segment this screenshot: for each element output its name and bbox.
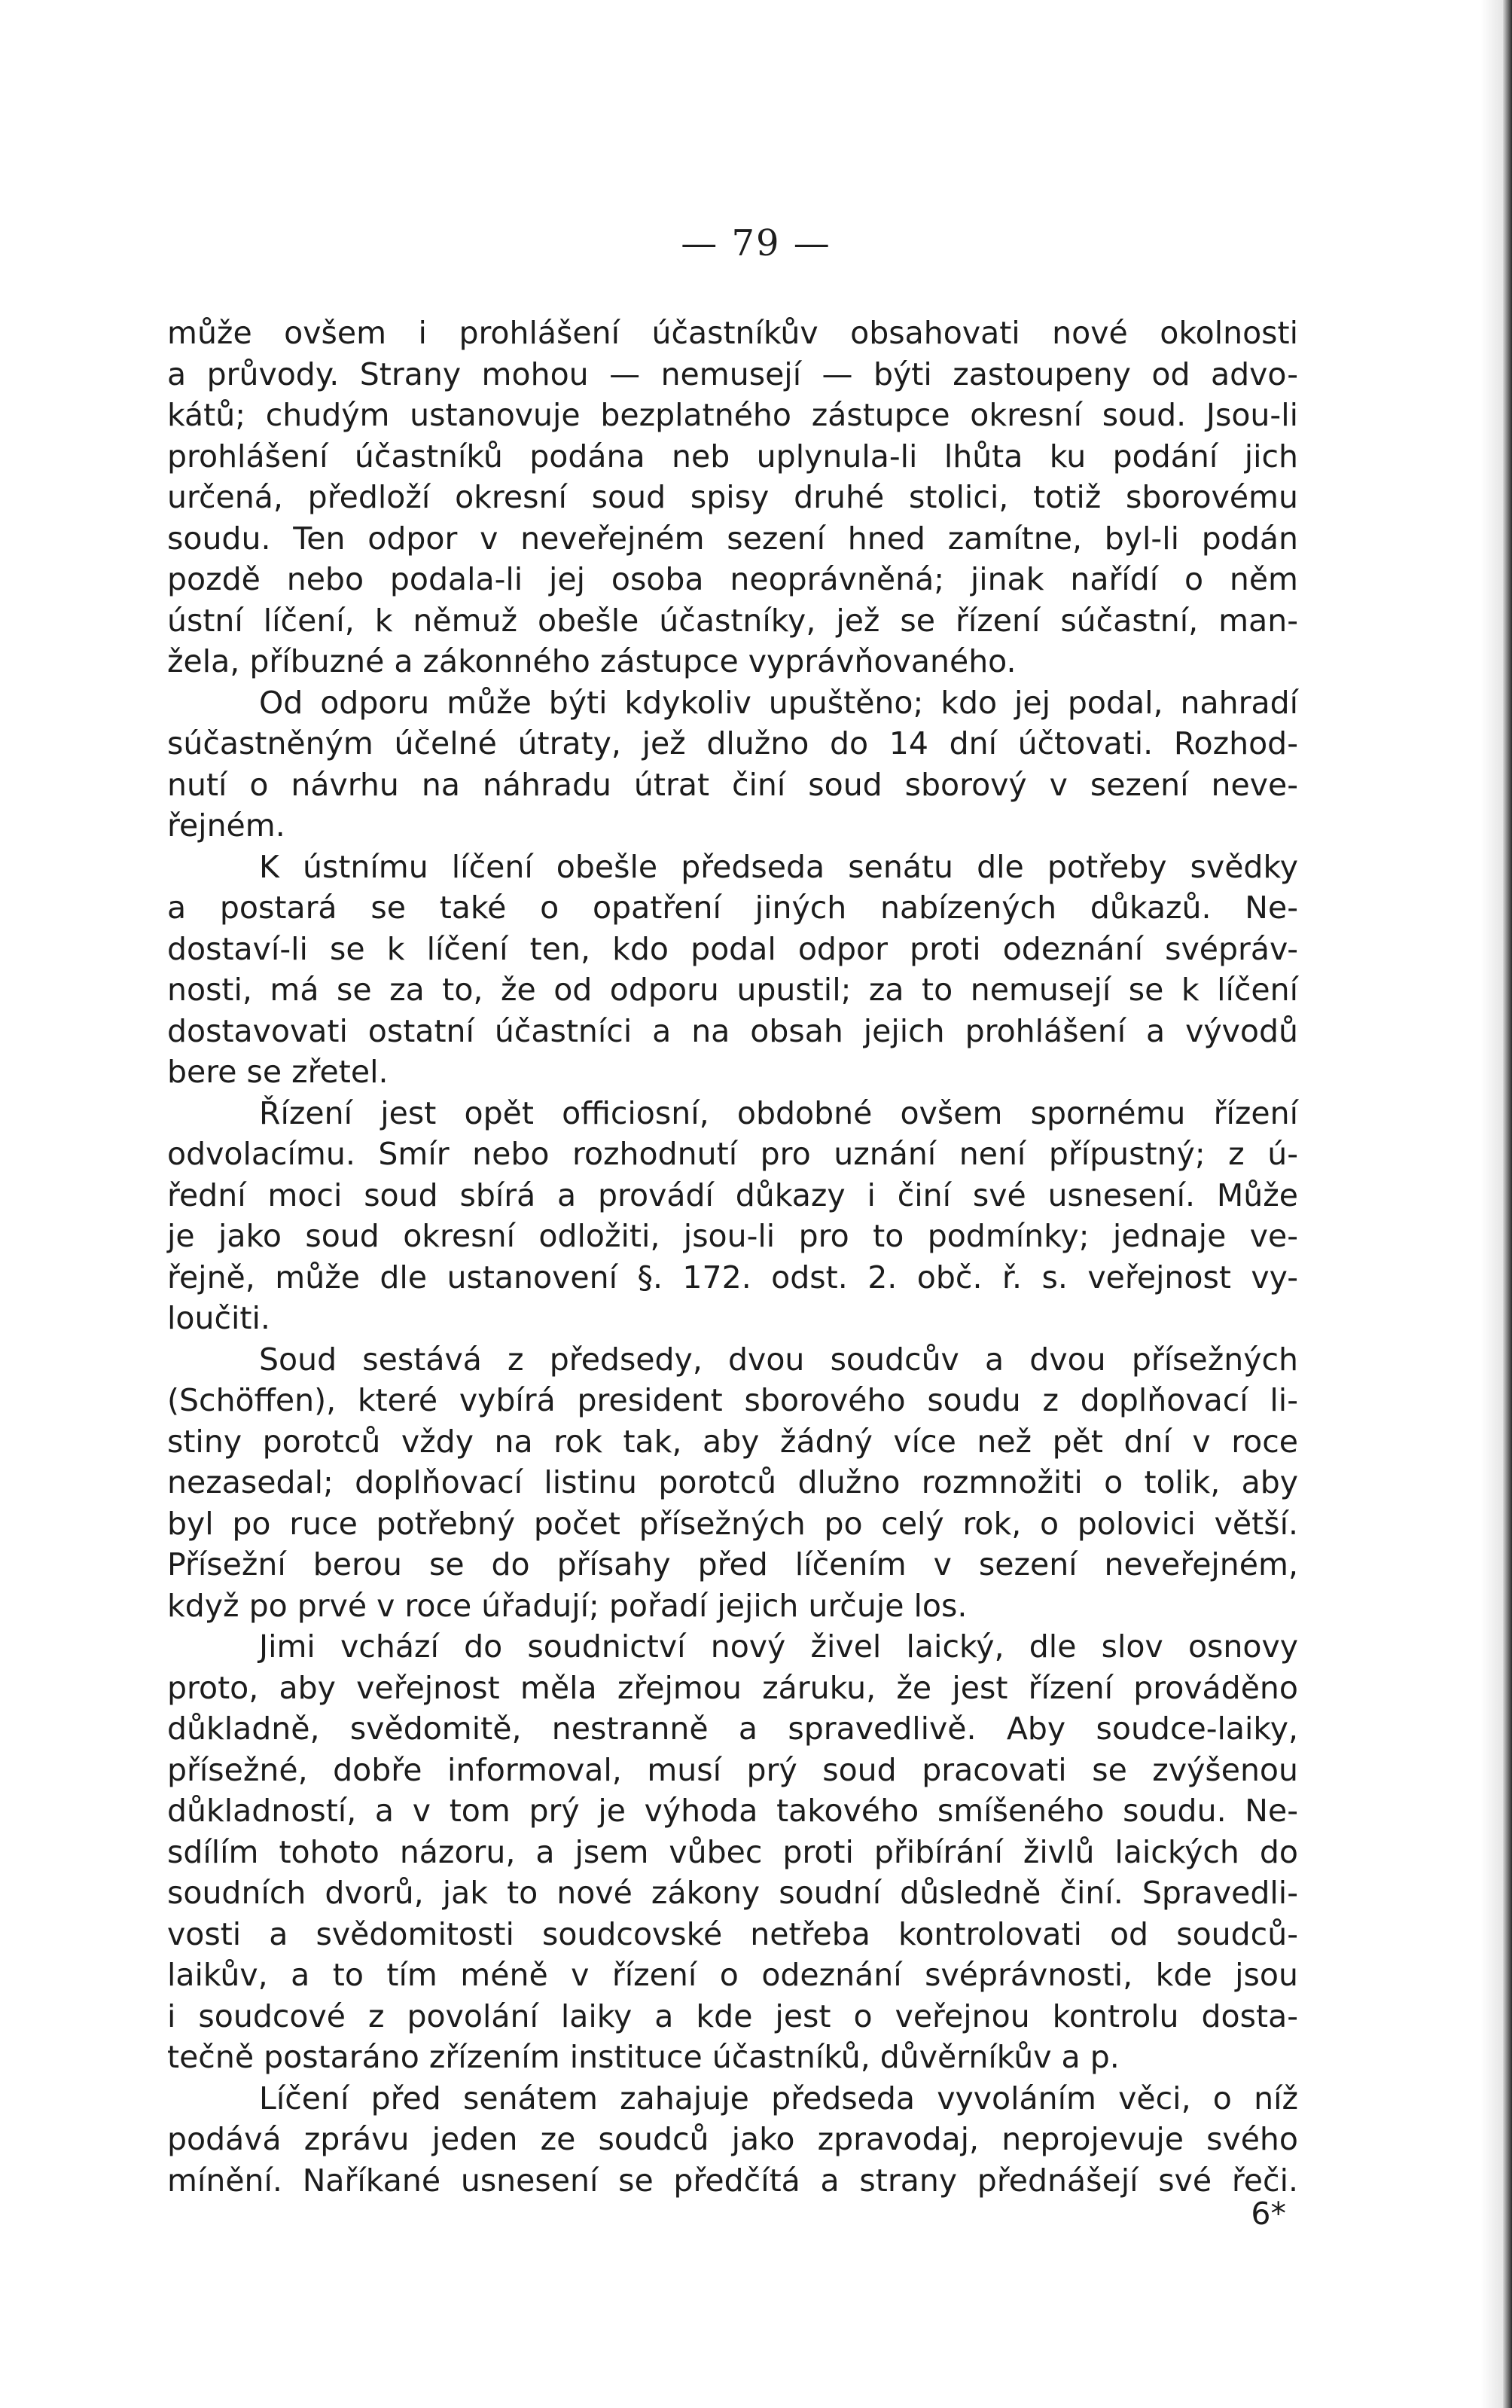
text-line: dostaví-li se k líčení ten, kdo podal odpor proti odeznání svépráv-	[167, 930, 1298, 967]
text-line: prohlášení účastníků podána neb uplynula-li lhůta ku podání jich	[167, 438, 1298, 475]
text-line: a postará se také o opatření jiných nabízených důkazů. Ne-	[167, 890, 1298, 926]
page-edge	[1503, 0, 1512, 2408]
text-line: pozdě nebo podala-li jej osoba neoprávněná; jinak nařídí o něm	[167, 561, 1298, 597]
text-line: nosti, má se za to, že od odporu upustil; za to nemusejí se k líčení	[167, 972, 1298, 1008]
text-line: nezasedal; doplňovací listinu porotců dlužno rozmnožiti o tolik, aby	[167, 1464, 1298, 1500]
text-line: Soud sestává z předsedy, dvou soudcův a dvou přísežných	[259, 1341, 1298, 1378]
text-line: bere se zřetel.	[167, 1054, 389, 1090]
text-line: stiny porotců vždy na rok tak, aby žádný více než pět dní v roce	[167, 1423, 1298, 1460]
text-line: když po prvé v roce úřadují; pořadí jejich určuje los.	[167, 1587, 968, 1624]
text-line: Od odporu může býti kdykoliv upuštěno; kdo jej podal, nahradí	[259, 684, 1298, 721]
text-line: vosti a svědomitosti soudcovské netřeba kontrolovati od soudců-	[167, 1915, 1298, 1952]
signature-mark: 6*	[1251, 2196, 1286, 2232]
text-line: ústní líčení, k němuž obešle účastníky, jež se řízení súčastní, man-	[167, 602, 1298, 639]
text-line: loučiti.	[167, 1300, 270, 1336]
text-line: důkladností, a v tom prý je výhoda takového smíšeného soudu. Ne-	[167, 1793, 1298, 1829]
text-line: důkladně, svědomitě, nestranně a spravedlivě. Aby soudce-laiky,	[167, 1711, 1298, 1747]
text-line: může ovšem i prohlášení účastníkův obsahovati nové okolnosti	[167, 315, 1298, 351]
text-line: dostavovati ostatní účastníci a na obsah jejich prohlášení a vývodů	[167, 1012, 1298, 1049]
text-line: odvolacímu. Smír nebo rozhodnutí pro uznání není přípustný; z ú-	[167, 1136, 1298, 1172]
text-line: určená, předloží okresní soud spisy druhé stolici, totiž sborovému	[167, 479, 1298, 515]
text-line: tečně postaráno zřízením instituce účastníků, důvěrníkův a p.	[167, 2039, 1120, 2075]
text-line: laikův, a to tím méně v řízení o odeznání svéprávnosti, kde jsou	[167, 1957, 1298, 1993]
body-text	[167, 313, 1298, 2201]
text-line: Přísežní berou se do přísahy před líčením v sezení neveřejném,	[167, 1546, 1298, 1582]
text-line: kátů; chudým ustanovuje bezplatného zástupce okresní soud. Jsou-li	[167, 397, 1298, 433]
text-line: a průvody. Strany mohou — nemusejí — býti zastoupeny od advo-	[167, 356, 1298, 392]
text-line: sdílím tohoto názoru, a jsem vůbec proti přibírání živlů laických do	[167, 1833, 1298, 1870]
text-line: soudu. Ten odpor v neveřejném sezení hned zamítne, byl-li podán	[167, 520, 1298, 557]
text-line: i soudcové z povolání laiky a kde jest o veřejnou kontrolu dosta-	[167, 1998, 1298, 2034]
text-line: nutí o návrhu na náhradu útrat činí soud sborový v sezení neve-	[167, 766, 1298, 803]
text-line: (Schöffen), které vybírá president sborového soudu z doplňovací li-	[167, 1382, 1298, 1418]
page-number: — 79 —	[681, 222, 831, 264]
text-line: proto, aby veřejnost měla zřejmou záruku, že jest řízení prováděno	[167, 1669, 1298, 1706]
text-line: Jimi vchází do soudnictví nový živel laický, dle slov osnovy	[259, 1628, 1298, 1665]
text-line: řejném.	[167, 807, 285, 844]
text-line: Řízení jest opět officiosní, obdobné ovšem spornému řízení	[259, 1094, 1298, 1131]
text-line: mínění. Naříkané usnesení se předčítá a strany přednášejí své řeči.	[167, 2162, 1298, 2199]
text-line: řejně, může dle ustanovení §. 172. odst. 2. obč. ř. s. veřejnost vy-	[167, 1259, 1298, 1296]
text-line: podává zprávu jeden ze soudců jako zpravodaj, neprojevuje svého	[167, 2121, 1298, 2157]
text-line: řední moci soud sbírá a provádí důkazy i činí své usnesení. Může	[167, 1177, 1298, 1213]
text-line: súčastněným účelné útraty, jež dlužno do 14 dní účtovati. Rozhod-	[167, 725, 1298, 761]
text-line: byl po ruce potřebný počet přísežných po celý rok, o polovici větší.	[167, 1505, 1298, 1542]
text-line: K ústnímu líčení obešle předseda senátu dle potřeby svědky	[259, 848, 1298, 885]
text-line: soudních dvorů, jak to nové zákony soudní důsledně činí. Spravedli-	[167, 1875, 1298, 1911]
page-edge-shadow	[1480, 0, 1503, 2408]
text-line: přísežné, dobře informoval, musí prý soud pracovati se zvýšenou	[167, 1751, 1298, 1788]
text-line: žela, příbuzné a zákonného zástupce vyprávňovaného.	[167, 643, 1017, 679]
text-line: Líčení před senátem zahajuje předseda vyvoláním věci, o níž	[259, 2080, 1298, 2117]
text-line: je jako soud okresní odložiti, jsou-li pro to podmínky; jednaje ve-	[167, 1218, 1298, 1254]
